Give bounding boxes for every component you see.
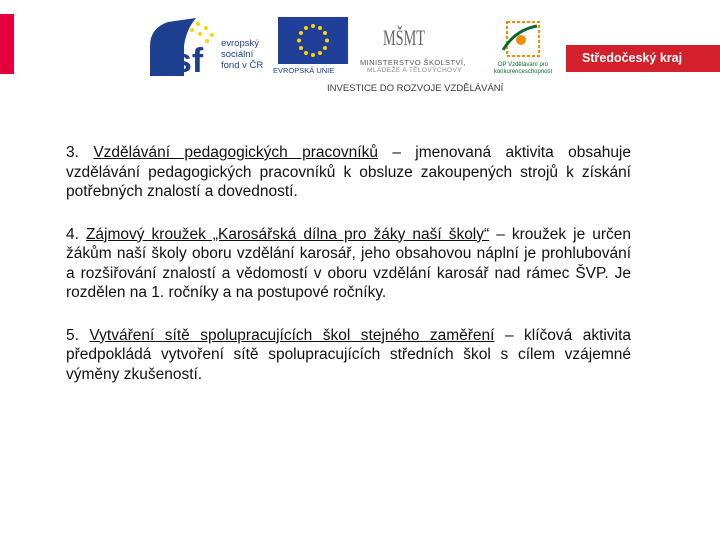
list-item [66,326,631,385]
esf-caption [221,38,263,71]
region-badge: Středočeský kraj [566,45,720,72]
item-number: 4. [66,225,79,243]
item-text: – kroužek je určen žákům naší školy oboru vzdělání karosář, jeho obsahovou náplní je prohlubování a rozšiřování znalostí a vědomostí v oboru vzdělání karosář nad rámec ŠVP. Je rozdělen na 1. ročníky a na postupové ročníky. [66,225,631,301]
item-number: 3. [66,144,79,161]
eu-flag-icon [278,17,348,64]
item-heading: Vytváření sítě spolupracujících škol stejného zaměření [89,326,495,344]
list-item [66,225,631,303]
item-heading: Vzdělávání pedagogických pracovníků [93,144,378,161]
tagline: INVESTICE DO ROZVOJE VZDĚLÁVÁNÍ [327,83,504,94]
op-caption: OP Vzdělávání pro konkurenceschopnost [493,62,553,75]
activity-list [66,143,631,407]
esf-caption-line: sociální [221,49,254,60]
esf-logo-text: esf [154,42,204,80]
msmt-logo [383,15,425,55]
item-text: – klíčová aktivita předpokládá vytvoření sítě spolupracujících středních škol s cílem vzájemné výměny zkušeností. [66,326,631,383]
msmt-caption-2: MLÁDEŽE A TĚLOVÝCHOVY [367,67,462,74]
esf-caption-line: fond v ČR [221,60,264,71]
item-text: – jmenovaná aktivita obsahuje vzdělávání pedagogických pracovníků k obsluze zakoupených strojů k získání potřebných znalostí a dovedností. [66,144,631,200]
esf-logo [150,18,218,80]
msmt-caption: MINISTERSTVO ŠKOLSTVÍ, [360,58,466,67]
item-number: 5. [66,326,79,344]
eu-caption: EVROPSKÁ UNIE [273,66,335,75]
list-item [66,143,631,202]
esf-accent-stripe [0,14,14,74]
esf-caption-line: evropský [221,38,260,49]
msmt-logo-text: MŠMT [383,25,426,50]
logo-bar [0,0,720,100]
op-logo [497,16,547,62]
item-heading: Zájmový kroužek „Karosářská dílna pro žáky naší školy“ [85,225,490,243]
